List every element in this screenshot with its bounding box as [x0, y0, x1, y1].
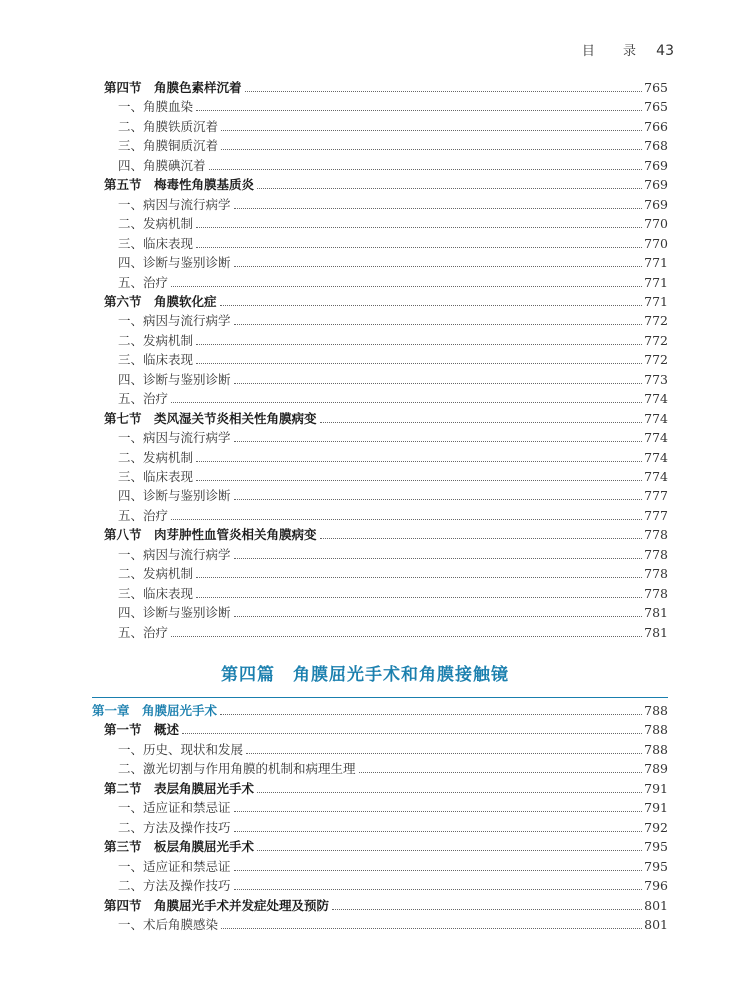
toc-entry-title: 三、角膜铜质沉着 — [118, 138, 219, 154]
dot-leader — [221, 149, 642, 150]
toc-entry[interactable] — [118, 370, 668, 389]
dot-leader — [196, 110, 642, 111]
dot-leader — [320, 538, 643, 539]
toc-entry[interactable] — [118, 740, 668, 759]
running-header — [582, 40, 674, 59]
toc-entry-title: 一、术后角膜感染 — [118, 916, 219, 932]
toc-entry[interactable] — [118, 564, 668, 583]
dot-leader — [171, 519, 642, 520]
toc-entry-page: 770 — [644, 216, 668, 232]
toc-entry-title: 第四节 角膜色素样沉着 — [104, 80, 242, 95]
toc-entry-page: 769 — [644, 196, 668, 212]
toc-entry-page: 777 — [644, 507, 668, 523]
toc-entry-page: 789 — [644, 761, 668, 777]
toc-entry-title: 第四节 角膜屈光手术并发症处理及预防 — [104, 897, 330, 913]
toc-entry[interactable] — [104, 720, 668, 739]
dot-leader — [171, 402, 642, 403]
toc-entry-title: 二、发病机制 — [118, 216, 194, 232]
toc-entry[interactable] — [118, 506, 668, 525]
toc-entry-title: 二、发病机制 — [118, 449, 194, 465]
toc-entry[interactable] — [118, 350, 668, 369]
dot-leader — [234, 831, 643, 832]
dot-leader — [234, 383, 643, 384]
dot-leader — [196, 247, 642, 248]
toc-entry[interactable] — [118, 759, 668, 778]
toc-entry-title: 三、临床表现 — [118, 235, 194, 251]
toc-entry-title: 四、诊断与鉴别诊断 — [118, 255, 231, 271]
toc-entry-title: 四、诊断与鉴别诊断 — [118, 371, 231, 387]
toc-entry[interactable] — [118, 798, 668, 817]
toc-entry-title: 五、治疗 — [118, 391, 169, 407]
toc-entry-page: 801 — [644, 897, 668, 913]
toc-entry[interactable] — [118, 136, 668, 155]
toc-entry[interactable] — [104, 779, 668, 798]
toc-entry[interactable] — [118, 603, 668, 622]
dot-leader — [182, 733, 642, 734]
toc-entry-title: 一、病因与流行病学 — [118, 313, 231, 329]
dot-leader — [320, 422, 643, 423]
toc-entry[interactable] — [118, 331, 668, 350]
dot-leader — [234, 811, 643, 812]
toc-entry-page: 774 — [644, 430, 668, 446]
dot-leader — [220, 305, 643, 306]
toc-entry[interactable] — [118, 857, 668, 876]
toc-entry-page: 801 — [644, 916, 668, 932]
toc-entry[interactable] — [118, 545, 668, 564]
toc-entry-page: 774 — [644, 449, 668, 465]
dot-leader — [359, 772, 643, 773]
toc-entry[interactable] — [92, 701, 668, 720]
toc-entry-page: 778 — [644, 566, 668, 582]
toc-entry[interactable] — [118, 623, 668, 642]
toc-entry-title: 五、治疗 — [118, 507, 169, 523]
toc-entry-title: 第二节 表层角膜屈光手术 — [104, 780, 255, 796]
toc-entry-page: 772 — [644, 352, 668, 368]
toc-entry[interactable] — [104, 78, 668, 97]
toc-entry-title: 一、历史、现状和发展 — [118, 741, 244, 757]
toc-entry-page: 791 — [644, 780, 668, 796]
dot-leader — [221, 130, 642, 131]
toc-entry[interactable] — [104, 837, 668, 856]
toc-entry-page: 777 — [644, 488, 668, 504]
dot-leader — [171, 636, 642, 637]
toc-entry-page: 778 — [644, 527, 668, 543]
toc-entry-page: 796 — [644, 878, 668, 894]
dot-leader — [257, 792, 642, 793]
toc-entry-title: 四、诊断与鉴别诊断 — [118, 488, 231, 504]
toc-entry-title: 一、病因与流行病学 — [118, 430, 231, 446]
dot-leader — [196, 344, 642, 345]
toc-entry[interactable] — [118, 428, 668, 447]
toc-entry-title: 二、发病机制 — [118, 332, 194, 348]
dot-leader — [234, 616, 643, 617]
toc-entry-title: 二、激光切割与作用角膜的机制和病理生理 — [118, 761, 356, 777]
toc-entry-page: 788 — [644, 741, 668, 757]
toc-entry[interactable] — [118, 253, 668, 272]
toc-entry[interactable] — [104, 409, 668, 428]
toc-entry[interactable] — [118, 876, 668, 895]
toc-entry-page: 778 — [644, 585, 668, 601]
dot-leader — [234, 324, 643, 325]
toc-entry-title: 第八节 肉芽肿性血管炎相关角膜病变 — [104, 527, 317, 543]
toc-entry[interactable] — [118, 117, 668, 136]
dot-leader — [246, 753, 642, 754]
toc-entry[interactable] — [118, 584, 668, 603]
toc-entry-title: 第一章 角膜屈光手术 — [92, 703, 218, 718]
header-page-number: 43 — [656, 43, 674, 59]
toc-entry-page: 773 — [644, 371, 668, 387]
toc-entry[interactable] — [118, 467, 668, 486]
dot-leader — [196, 577, 642, 578]
toc-entry-page: 791 — [644, 800, 668, 816]
toc-entry[interactable] — [118, 311, 668, 330]
toc-entry-page: 795 — [644, 839, 668, 855]
dot-leader — [196, 480, 642, 481]
toc-entry[interactable] — [118, 195, 668, 214]
toc-entry-title: 三、临床表现 — [118, 469, 194, 484]
toc-entry-page: 771 — [644, 255, 668, 271]
dot-leader — [257, 188, 642, 189]
dot-leader — [196, 363, 642, 364]
part-title: 第四篇 角膜屈光手术和角膜接触镜 — [221, 665, 509, 685]
toc-entry[interactable] — [104, 175, 668, 194]
toc-entry[interactable] — [118, 389, 668, 408]
toc-entry[interactable] — [118, 486, 668, 505]
toc-entry-title: 二、方法及操作技巧 — [118, 819, 231, 835]
part-divider — [92, 697, 668, 698]
toc-entry-title: 一、适应证和禁忌证 — [118, 800, 231, 816]
toc-entry-title: 一、病因与流行病学 — [118, 546, 231, 562]
toc-entry-title: 二、方法及操作技巧 — [118, 878, 231, 894]
toc-entry-page: 766 — [644, 118, 668, 134]
toc-entry[interactable] — [118, 273, 668, 292]
toc-entry-page: 770 — [644, 235, 668, 251]
dot-leader — [234, 889, 643, 890]
dot-leader — [220, 714, 642, 715]
toc-entry-page: 769 — [644, 177, 668, 193]
toc-entry-page: 765 — [644, 80, 668, 95]
toc-entry-title: 五、治疗 — [118, 274, 169, 290]
toc-entry-page: 788 — [644, 703, 668, 718]
dot-leader — [196, 597, 642, 598]
toc-entry[interactable] — [118, 234, 668, 253]
dot-leader — [257, 850, 642, 851]
toc-entry-title: 第一节 概述 — [104, 722, 180, 738]
dot-leader — [332, 909, 642, 910]
toc-entry-title: 四、诊断与鉴别诊断 — [118, 605, 231, 621]
toc-entry-title: 一、适应证和禁忌证 — [118, 858, 231, 874]
toc-entry-page: 778 — [644, 546, 668, 562]
toc-entry-title: 三、临床表现 — [118, 352, 194, 368]
toc-entry[interactable] — [118, 97, 668, 116]
dot-leader — [234, 266, 643, 267]
toc-entry-title: 四、角膜碘沉着 — [118, 157, 206, 173]
toc-entry-title: 一、角膜血染 — [118, 99, 194, 115]
dot-leader — [196, 227, 642, 228]
toc-entry-page: 769 — [644, 157, 668, 173]
toc-entry-page: 765 — [644, 99, 668, 115]
toc-entry-page: 795 — [644, 858, 668, 874]
toc-entry[interactable] — [104, 292, 668, 311]
dot-leader — [234, 870, 643, 871]
toc-entry[interactable] — [118, 818, 668, 837]
toc-entry-title: 一、病因与流行病学 — [118, 196, 231, 212]
toc-entry-page: 768 — [644, 138, 668, 154]
toc-entry-title: 第六节 角膜软化症 — [104, 293, 217, 309]
toc-entry-page: 788 — [644, 722, 668, 738]
toc-entry[interactable] — [118, 214, 668, 233]
toc-entry-page: 771 — [644, 274, 668, 290]
toc-entry[interactable] — [118, 156, 668, 175]
toc-entry-page: 781 — [644, 605, 668, 621]
dot-leader — [234, 558, 643, 559]
toc-entry-page: 772 — [644, 313, 668, 329]
toc-entry[interactable] — [104, 525, 668, 544]
dot-leader — [234, 499, 643, 500]
toc-entry-page: 774 — [644, 410, 668, 426]
dot-leader — [209, 169, 643, 170]
toc-entry-page: 774 — [644, 391, 668, 407]
toc-entry-title: 第三节 板层角膜屈光手术 — [104, 839, 255, 855]
toc-entry-title: 二、角膜铁质沉着 — [118, 118, 219, 134]
toc-entry-page: 772 — [644, 332, 668, 348]
toc-entry[interactable] — [118, 915, 668, 934]
dot-leader — [245, 91, 643, 92]
toc-entry-page: 774 — [644, 469, 668, 484]
toc-entry-page: 792 — [644, 819, 668, 835]
dot-leader — [171, 286, 642, 287]
toc-entry-title: 五、治疗 — [118, 624, 169, 640]
toc-entry-title: 第七节 类风湿关节炎相关性角膜病变 — [104, 410, 317, 426]
dot-leader — [196, 461, 642, 462]
toc-entry[interactable] — [104, 896, 668, 915]
dot-leader — [234, 441, 643, 442]
dot-leader — [234, 208, 643, 209]
toc-entry-title: 三、临床表现 — [118, 585, 194, 601]
toc-entry-title: 二、发病机制 — [118, 566, 194, 582]
toc-entry-title: 第五节 梅毒性角膜基质炎 — [104, 177, 255, 193]
dot-leader — [221, 928, 642, 929]
toc-entry[interactable] — [118, 448, 668, 467]
header-label: 目 录 — [581, 44, 649, 59]
toc-entry-page: 781 — [644, 624, 668, 640]
toc-entry-page: 771 — [644, 293, 668, 309]
